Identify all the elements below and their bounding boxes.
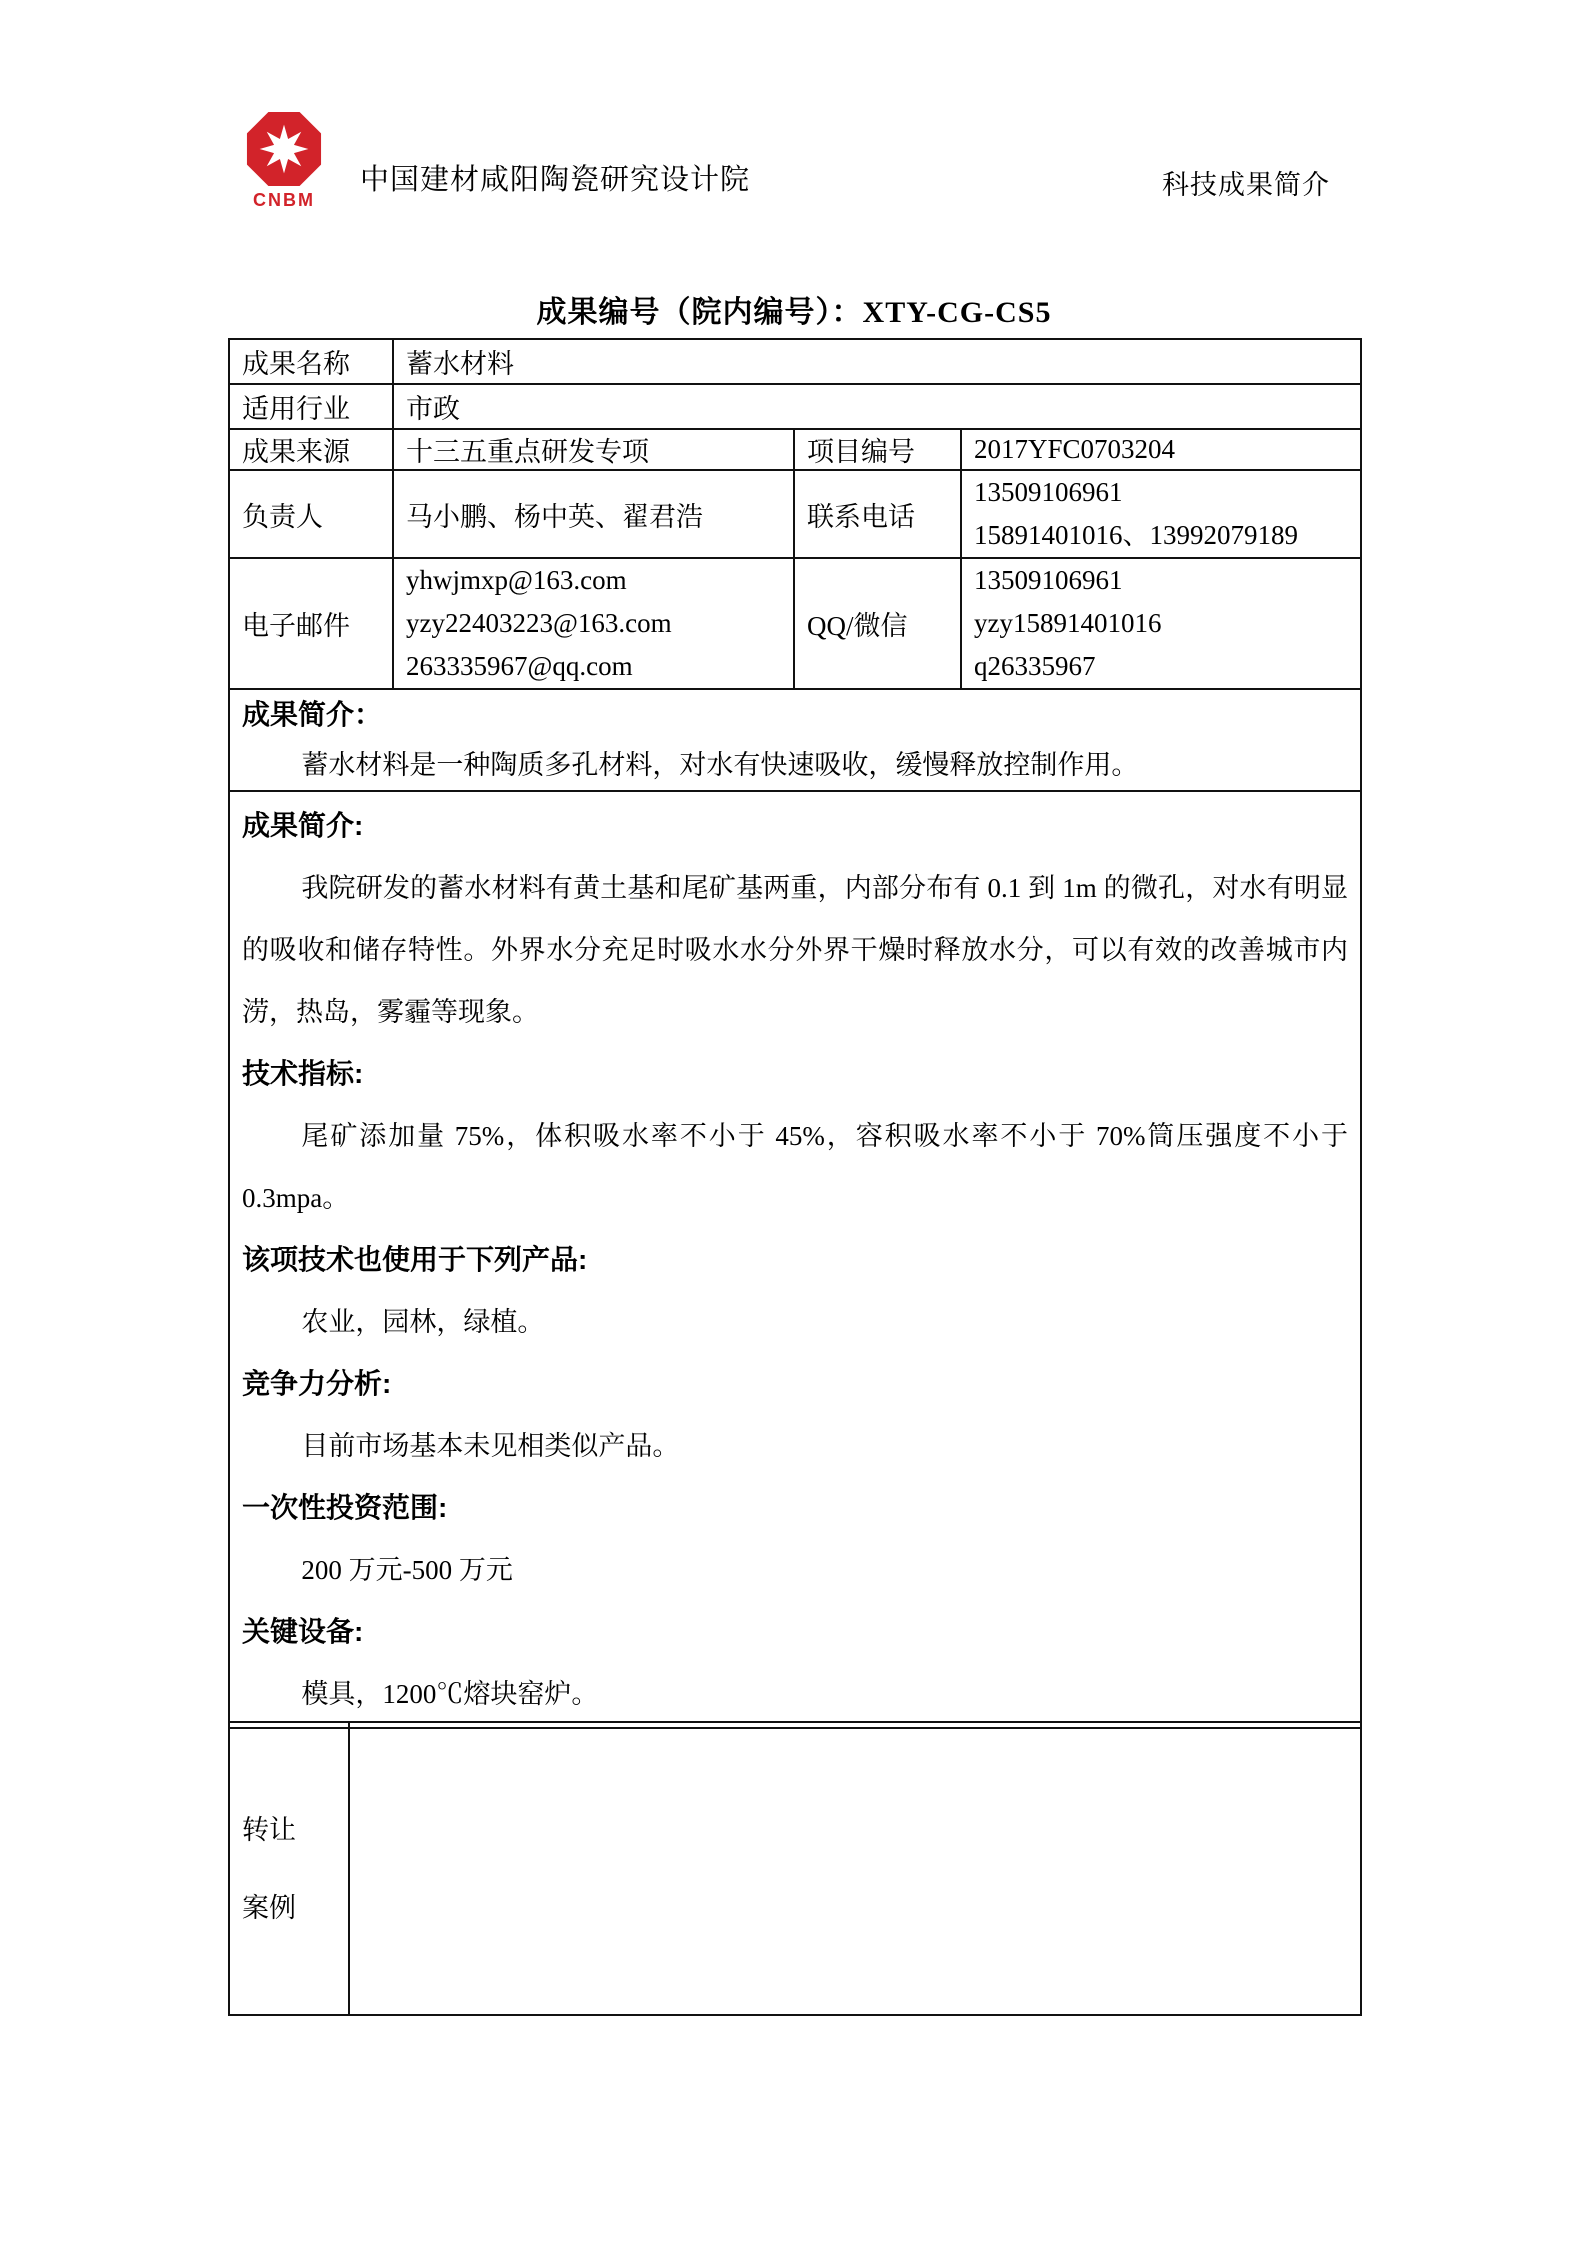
transfer-cases-table	[228, 1721, 1362, 2016]
qq-line: q26335967	[974, 651, 1096, 681]
email-line: yhwjmxp@163.com	[406, 565, 627, 595]
row-name	[229, 339, 1361, 384]
row-brief	[229, 689, 1361, 791]
section-heading: 一次性投资范围:	[242, 1491, 448, 1523]
transfer-cases-label	[229, 1722, 349, 2015]
phone-line: 15891401016、13992079189	[974, 520, 1298, 550]
organization-name: 中国建材咸阳陶瓷研究设计院	[360, 164, 751, 196]
section-competitiveness	[242, 1353, 1348, 1477]
field-qq-value	[961, 558, 1361, 689]
field-leader-value: 马小鹏、杨中英、翟君浩	[393, 470, 794, 558]
document-type-label: 科技成果简介	[1162, 170, 1330, 200]
field-phone-value	[961, 470, 1361, 558]
field-phone-label: 联系电话	[794, 470, 961, 558]
details-cell	[229, 791, 1361, 1728]
achievement-info-table	[228, 338, 1362, 1729]
section-paragraph: 我院研发的蓄水材料有黄土基和尾矿基两重，内部分布有 0.1 到 1m 的微孔，对水有明显的吸收和储存特性。外界水分充足时吸水水分外界干燥时释放水分，可以有效的改善城市内涝，热岛，雾霾等现象。	[242, 872, 1349, 1027]
row-leader	[229, 470, 1361, 558]
qq-line: yzy15891401016	[974, 608, 1162, 638]
section-introduction	[242, 795, 1348, 1043]
field-leader-label: 负责人	[229, 470, 393, 558]
email-line: 263335967@qq.com	[406, 651, 633, 681]
section-technical-indicators	[242, 1043, 1348, 1229]
field-source-value: 十三五重点研发专项	[393, 429, 794, 470]
row-industry	[229, 384, 1361, 429]
page-title: 成果编号（院内编号）：XTY-CG-CS5	[536, 296, 1052, 329]
section-heading: 竞争力分析:	[242, 1367, 392, 1399]
section-other-products	[242, 1229, 1348, 1353]
section-paragraph: 农业，园林，绿植。	[301, 1306, 545, 1337]
field-project-no-value: 2017YFC0703204	[961, 429, 1361, 470]
field-industry-label: 适用行业	[229, 384, 393, 429]
field-source-label: 成果来源	[229, 429, 393, 470]
field-email-value	[393, 558, 794, 689]
field-name-label: 成果名称	[229, 339, 393, 384]
brief-heading: 成果简介：	[242, 699, 383, 730]
cnbm-logo	[238, 110, 330, 211]
section-paragraph: 模具，1200℃熔块窑炉。	[301, 1678, 599, 1709]
section-heading: 该项技术也使用于下列产品:	[242, 1243, 588, 1275]
section-heading: 成果简介:	[242, 809, 364, 841]
brief-cell	[229, 689, 1361, 791]
section-paragraph: 目前市场基本未见相类似产品。	[301, 1430, 680, 1461]
transfer-label-line: 转让	[242, 1814, 296, 1845]
section-paragraph: 尾矿添加量 75%，体积吸水率不小于 45%，容积吸水率不小于 70%筒压强度不小于 0.3mpa。	[242, 1120, 1349, 1213]
phone-line: 13509106961	[974, 477, 1123, 507]
field-industry-value: 市政	[393, 384, 1361, 429]
section-heading: 技术指标:	[242, 1057, 364, 1089]
section-heading: 关键设备:	[242, 1615, 364, 1647]
email-line: yzy22403223@163.com	[406, 608, 672, 638]
transfer-label-line: 案例	[242, 1892, 296, 1923]
logo-wordmark: CNBM	[253, 190, 315, 210]
field-qq-label: QQ/微信	[794, 558, 961, 689]
row-transfer-cases	[229, 1722, 1361, 2015]
section-paragraph: 200 万元-500 万元	[301, 1554, 513, 1585]
brief-text: 蓄水材料是一种陶质多孔材料，对水有快速吸收，缓慢释放控制作用。	[301, 750, 1139, 780]
section-investment-range	[242, 1477, 1348, 1601]
qq-line: 13509106961	[974, 565, 1123, 595]
field-email-label: 电子邮件	[229, 558, 393, 689]
row-source	[229, 429, 1361, 470]
row-email	[229, 558, 1361, 689]
cnbm-octagon-star-icon	[245, 110, 323, 188]
row-details	[229, 791, 1361, 1728]
transfer-cases-content	[349, 1722, 1361, 2015]
field-project-no-label: 项目编号	[794, 429, 961, 470]
section-key-equipment	[242, 1601, 1348, 1725]
field-name-value: 蓄水材料	[393, 339, 1361, 384]
